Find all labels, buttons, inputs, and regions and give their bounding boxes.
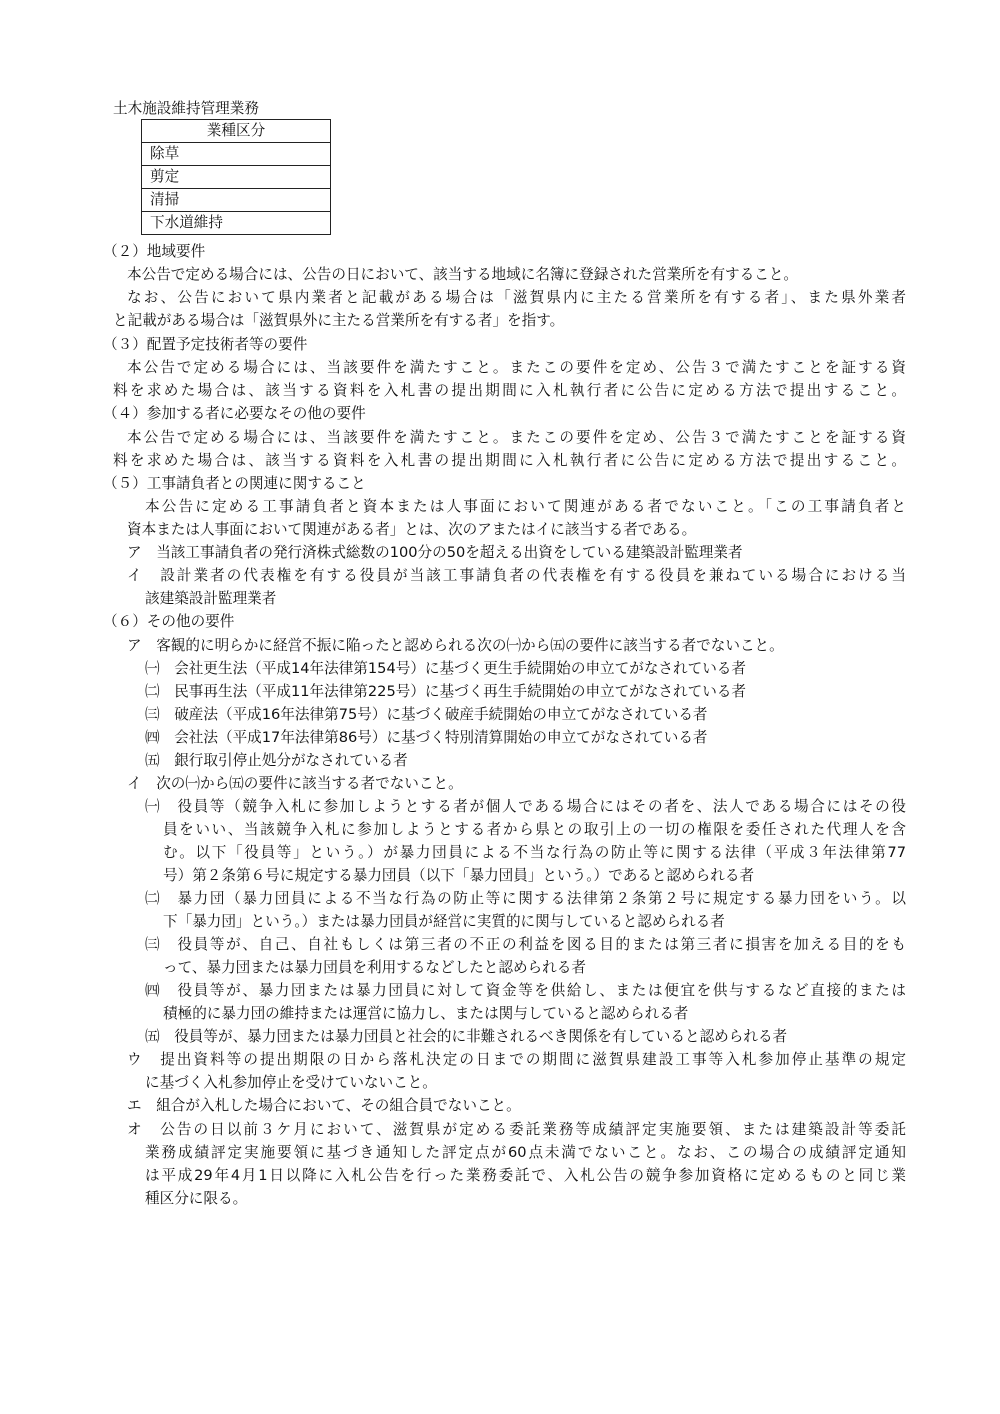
text-line: 料を求めた場合は、該当する資料を入札書の提出期間に入札執行者に公告に定める方法で提出すること。 <box>113 382 906 399</box>
table-header: 業種区分 <box>142 120 331 143</box>
text-line: イ 設計業者の代表権を有する役員が当該工事請負者の代表権を有する役員を兼ねている場合における当 <box>127 567 906 584</box>
text-line: なお、公告において県内業者と記載がある場合は「滋賀県内に主たる営業所を有する者」、また県外業者 <box>127 289 906 306</box>
text-line: イ 次の㈠から㈤の要件に該当する者でないこと。 <box>127 775 463 792</box>
text-line: 本公告で定める場合には、当該要件を満たすこと。またこの要件を定め、公告３で満たすことを証する資 <box>127 429 906 446</box>
text-line: 料を求めた場合は、該当する資料を入札書の提出期間に入札執行者に公告に定める方法で提出すること。 <box>113 452 906 469</box>
text-line: ア 当該工事請負者の発行済株式総数の100分の50を超える出資をしている建築設計監理業者 <box>127 544 743 561</box>
table-row: 除草 <box>142 143 331 166</box>
business-category-table <box>141 119 331 235</box>
text-line: エ 組合が入札した場合において、その組合員でないこと。 <box>127 1097 521 1114</box>
text-line: 下「暴力団」という。）または暴力団員が経営に実質的に関与していると認められる者 <box>163 913 725 930</box>
text-line: ㈤ 銀行取引停止処分がなされている者 <box>145 752 408 769</box>
text-line: 該建築設計監理業者 <box>145 590 277 607</box>
text-line: 業務成績評定実施要領に基づき通知した評定点が60点未満でないこと。なお、この場合の成績評定通知 <box>145 1144 906 1161</box>
text-line: は平成29年4月1日以降に入札公告を行った業務委託で、入札公告の競争参加資格に定めるものと同じ業 <box>145 1167 906 1184</box>
text-line: 積極的に暴力団の維持または運営に協力し、または関与していると認められる者 <box>163 1005 689 1022</box>
text-line: （２）地域要件 <box>103 243 206 260</box>
text-line: （５）工事請負者との関連に関すること <box>103 475 366 492</box>
text-line: ㈡ 民事再生法（平成11年法律第225号）に基づく再生手続開始の申立てがなされている者 <box>145 683 746 700</box>
section-heading: 土木施設維持管理業務 <box>113 100 259 117</box>
text-line: って、暴力団または暴力団員を利用するなどしたと認められる者 <box>163 959 586 976</box>
text-line: オ 公告の日以前３ケ月において、滋賀県が定める委託業務等成績評定実施要領、または建築設計等委託 <box>127 1121 906 1138</box>
text-line: （３）配置予定技術者等の要件 <box>103 336 308 353</box>
text-line: 号）第２条第６号に規定する暴力団員（以下「暴力団員」という。）であると認められる者 <box>163 867 755 884</box>
text-line: と記載がある場合は「滋賀県外に主たる営業所を有する者」を指す。 <box>113 312 565 329</box>
text-line: 本公告に定める工事請負者と資本または人事面において関連がある者でないこと。「この工事請負者と <box>145 498 906 515</box>
text-line: ㈢ 破産法（平成16年法律第75号）に基づく破産手続開始の申立てがなされている者 <box>145 706 708 723</box>
text-line: に基づく入札参加停止を受けていないこと。 <box>145 1074 437 1091</box>
table-row: 下水道維持 <box>142 212 331 235</box>
text-line: ㈢ 役員等が、自己、自社もしくは第三者の不正の利益を図る目的または第三者に損害を加える目的をも <box>145 936 906 953</box>
text-line: ㈣ 会社法（平成17年法律第86号）に基づく特別清算開始の申立てがなされている者 <box>145 729 708 746</box>
text-line: ㈣ 役員等が、暴力団または暴力団員に対して資金等を供給し、または便宜を供与するなど直接的または <box>145 982 906 999</box>
text-line: ㈡ 暴力団（暴力団員による不当な行為の防止等に関する法律第２条第２号に規定する暴力団をいう。以 <box>145 890 906 907</box>
table-row: 剪定 <box>142 166 331 189</box>
text-line: む。以下「役員等」という。）が暴力団員による不当な行為の防止等に関する法律（平成３年法律第77 <box>163 844 906 861</box>
text-line: ㈠ 役員等（競争入札に参加しようとする者が個人である場合にはその者を、法人である場合にはその役 <box>145 798 906 815</box>
text-line: 種区分に限る。 <box>145 1190 248 1207</box>
text-line: 員をいい、当該競争入札に参加しようとする者から県との取引上の一切の権限を委任された代理人を含 <box>163 821 906 838</box>
table-row: 清掃 <box>142 189 331 212</box>
text-line: （４）参加する者に必要なその他の要件 <box>103 405 366 422</box>
text-line: ㈤ 役員等が、暴力団または暴力団員と社会的に非難されるべき関係を有していると認められる者 <box>145 1028 788 1045</box>
text-line: ㈠ 会社更生法（平成14年法律第154号）に基づく更生手続開始の申立てがなされている者 <box>145 660 746 677</box>
text-line: 本公告で定める場合には、当該要件を満たすこと。またこの要件を定め、公告３で満たすことを証する資 <box>127 359 906 376</box>
text-line: 本公告で定める場合には、公告の日において、該当する地域に名簿に登録された営業所を有すること。 <box>127 266 799 283</box>
text-line: ウ 提出資料等の提出期限の日から落札決定の日までの期間に滋賀県建設工事等入札参加停止基準の規定 <box>127 1051 906 1068</box>
text-line: 資本または人事面において関連がある者」とは、次のアまたはイに該当する者である。 <box>127 521 697 538</box>
text-line: ア 客観的に明らかに経営不振に陥ったと認められる次の㈠から㈤の要件に該当する者でないこと。 <box>127 637 784 654</box>
text-line: （６）その他の要件 <box>103 613 235 630</box>
